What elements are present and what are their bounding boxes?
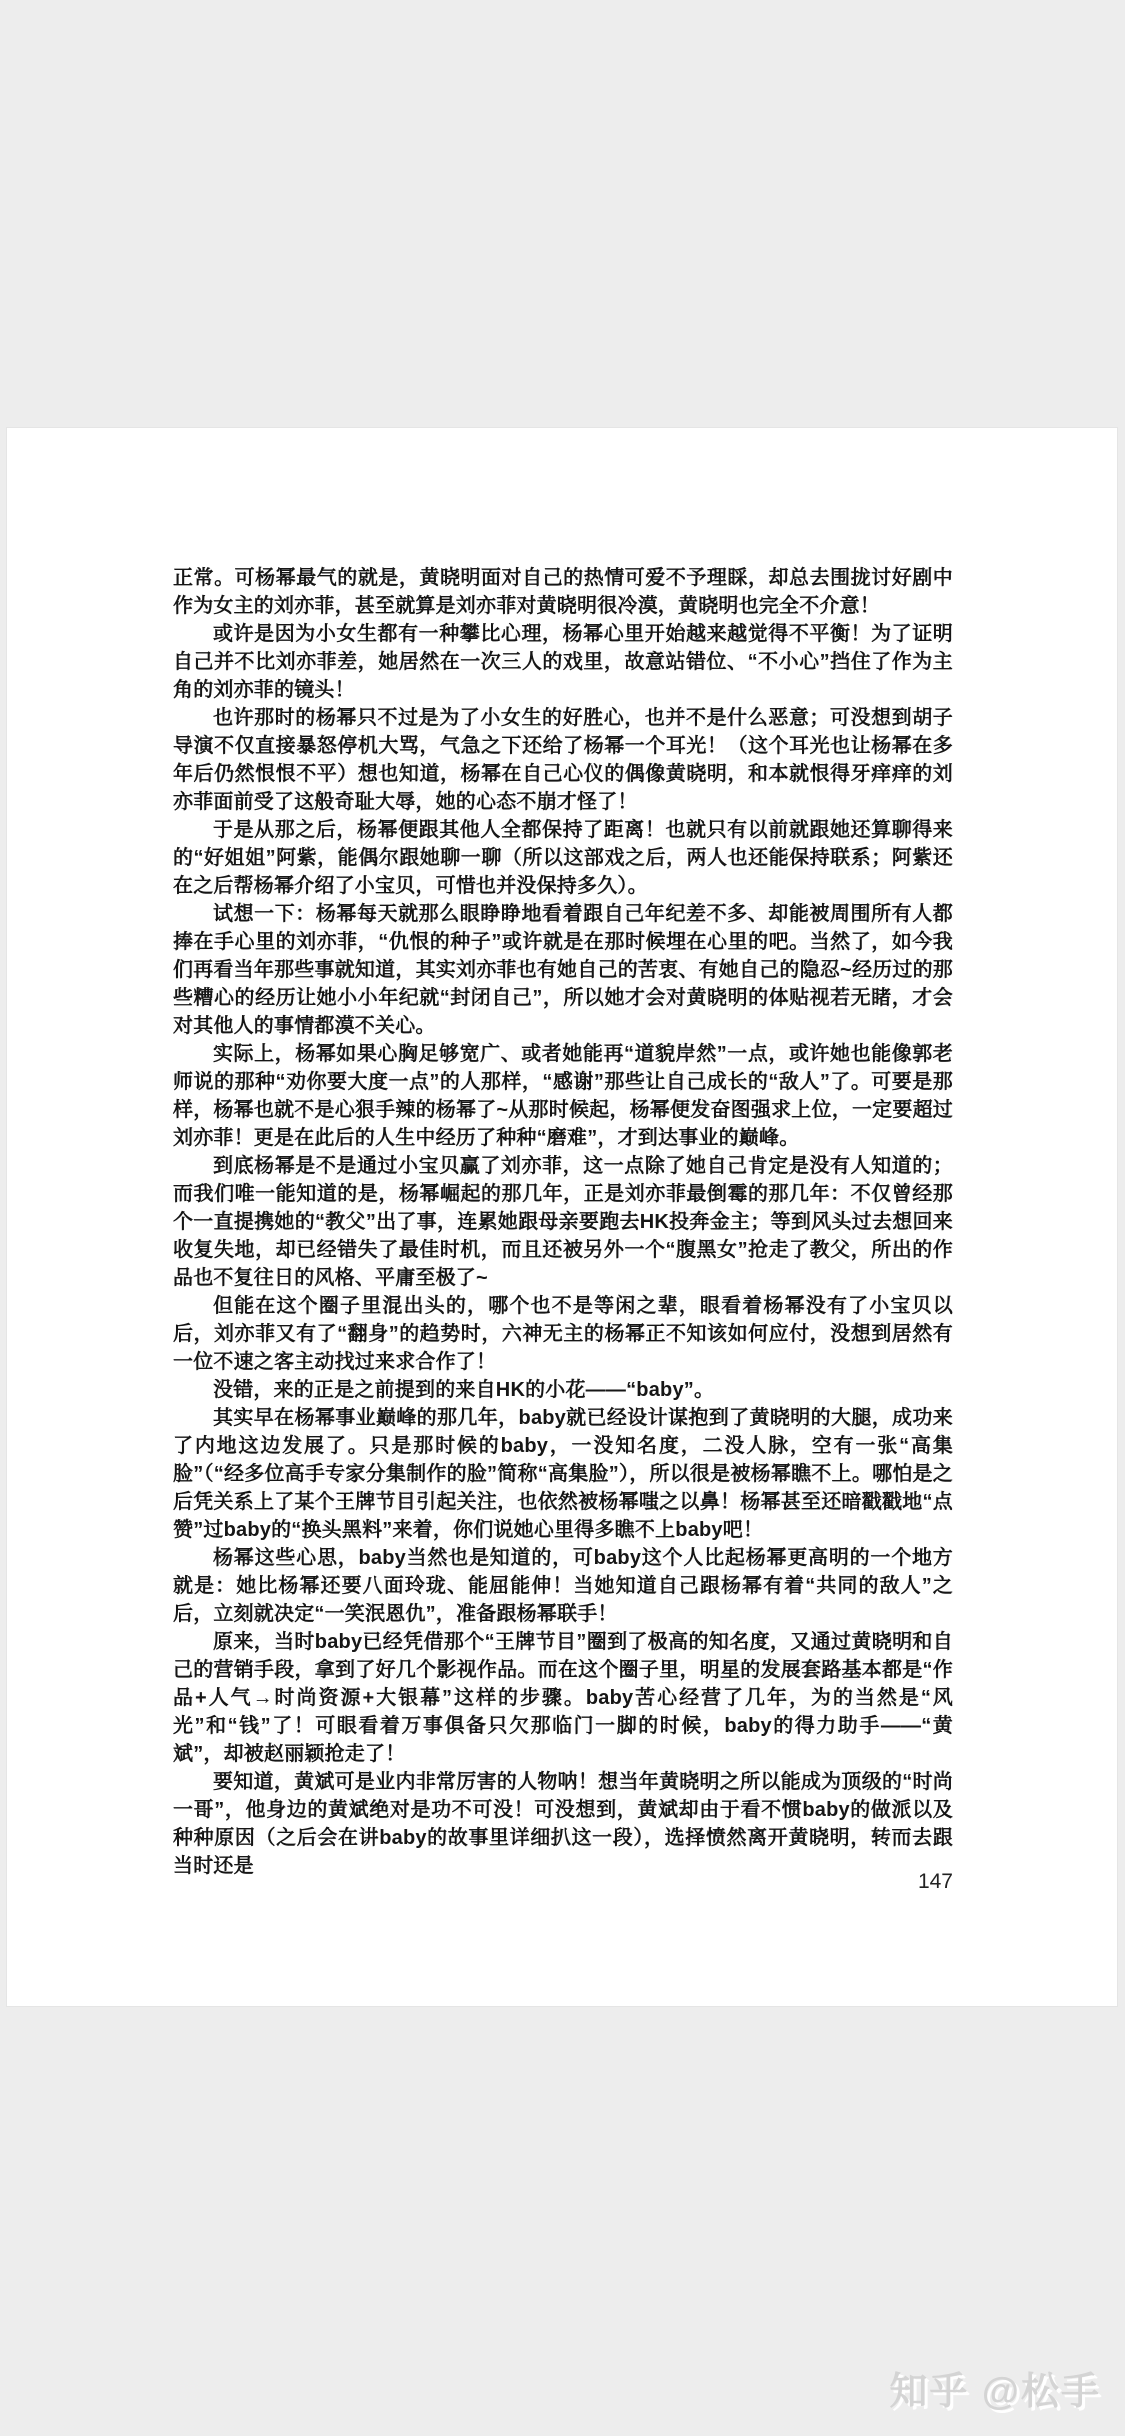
body-paragraph: 也许那时的杨幂只不过是为了小女生的好胜心，也并不是什么恶意；可没想到胡子导演不仅直接暴怒停机大骂，气急之下还给了杨幂一个耳光！（这个耳光也让杨幂在多年后仍然恨恨不平）想也知道，杨幂在自己心仪的偶像黄晓明，和本就恨得牙痒痒的刘亦菲面前受了这般奇耻大辱，她的心态不崩才怪了！ bbox=[173, 707, 953, 813]
body-paragraph: 实际上，杨幂如果心胸足够宽广、或者她能再“道貌岸然”一点，或许她也能像郭老师说的那种“劝你要大度一点”的人那样，“感谢”那些让自己成长的“敌人”了。可要是那样，杨幂也就不是心狠手辣的杨幂了~从那时候起，杨幂便发奋图强求上位，一定要超过刘亦菲！更是在此后的人生中经历了种种“磨难”，才到达事业的巅峰。 bbox=[173, 1043, 953, 1149]
page-text-block bbox=[173, 564, 953, 1880]
page-number: 147 bbox=[917, 1870, 953, 1893]
body-paragraph: 或许是因为小女生都有一种攀比心理，杨幂心里开始越来越觉得不平衡！为了证明自己并不比刘亦菲差，她居然在一次三人的戏里，故意站错位、“不小心”挡住了作为主角的刘亦菲的镜头！ bbox=[173, 623, 953, 701]
body-paragraph: 但能在这个圈子里混出头的，哪个也不是等闲之辈，眼看着杨幂没有了小宝贝以后，刘亦菲又有了“翻身”的趋势时，六神无主的杨幂正不知该如何应付，没想到居然有一位不速之客主动找过来求合作了！ bbox=[173, 1295, 953, 1373]
body-paragraph: 其实早在杨幂事业巅峰的那几年，baby就已经设计谋抱到了黄晓明的大腿，成功来了内地这边发展了。只是那时候的baby，一没知名度，二没人脉，空有一张“高集脸”（“经多位高手专家分集制作的脸”简称“高集脸”），所以很是被杨幂瞧不上。哪怕是之后凭关系上了某个王牌节目引起关注，也依然被杨幂嗤之以鼻！杨幂甚至还暗戳戳地“点赞”过baby的“换头黑料”来着，你们说她心里得多瞧不上baby吧！ bbox=[173, 1407, 953, 1541]
body-paragraph: 没错，来的正是之前提到的来自HK的小花——“baby”。 bbox=[213, 1379, 715, 1401]
body-paragraph: 到底杨幂是不是通过小宝贝赢了刘亦菲，这一点除了她自己肯定是没有人知道的；而我们唯一能知道的是，杨幂崛起的那几年，正是刘亦菲最倒霉的那几年：不仅曾经那个一直提携她的“教父”出了事，连累她跟母亲要跑去HK投奔金主；等到风头过去想回来收复失地，却已经错失了最佳时机，而且还被另外一个“腹黑女”抢走了教父，所出的作品也不复往日的风格、平庸至极了~ bbox=[173, 1155, 953, 1289]
body-paragraph: 杨幂这些心思，baby当然也是知道的，可baby这个人比起杨幂更高明的一个地方就是：她比杨幂还要八面玲珑、能屈能伸！当她知道自己跟杨幂有着“共同的敌人”之后，立刻就决定“一笑泯恩仇”，准备跟杨幂联手！ bbox=[173, 1547, 953, 1625]
zhihu-watermark: 知乎 @松手 bbox=[889, 2371, 1101, 2413]
body-paragraph: 正常。可杨幂最气的就是，黄晓明面对自己的热情可爱不予理睬，却总去围拢讨好剧中作为女主的刘亦菲，甚至就算是刘亦菲对黄晓明很冷漠，黄晓明也完全不介意！ bbox=[173, 567, 953, 617]
book-page-card bbox=[7, 428, 1117, 2006]
body-paragraph: 试想一下：杨幂每天就那么眼睁睁地看着跟自己年纪差不多、却能被周围所有人都捧在手心里的刘亦菲，“仇恨的种子”或许就是在那时候埋在心里的吧。当然了，如今我们再看当年那些事就知道，其实刘亦菲也有她自己的苦衷、有她自己的隐忍~经历过的那些糟心的经历让她小小年纪就“封闭自己”，所以她才会对黄晓明的体贴视若无睹，才会对其他人的事情都漠不关心。 bbox=[173, 903, 953, 1037]
body-paragraph: 要知道，黄斌可是业内非常厉害的人物呐！想当年黄晓明之所以能成为顶级的“时尚一哥”，他身边的黄斌绝对是功不可没！可没想到，黄斌却由于看不惯baby的做派以及种种原因（之后会在讲baby的故事里详细扒这一段），选择愤然离开黄晓明，转而去跟当时还是 bbox=[173, 1771, 953, 1877]
body-paragraph: 于是从那之后，杨幂便跟其他人全都保持了距离！也就只有以前就跟她还算聊得来的“好姐姐”阿紫，能偶尔跟她聊一聊（所以这部戏之后，两人也还能保持联系；阿紫还在之后帮杨幂介绍了小宝贝，可惜也并没保持多久）。 bbox=[173, 819, 953, 897]
body-paragraph: 原来，当时baby已经凭借那个“王牌节目”圈到了极高的知名度，又通过黄晓明和自己的营销手段，拿到了好几个影视作品。而在这个圈子里，明星的发展套路基本都是“作品+人气→时尚资源+大银幕”这样的步骤。baby苦心经营了几年，为的当然是“风光”和“钱”了！可眼看着万事俱备只欠那临门一脚的时候，baby的得力助手——“黄斌”，却被赵丽颖抢走了！ bbox=[173, 1631, 953, 1765]
